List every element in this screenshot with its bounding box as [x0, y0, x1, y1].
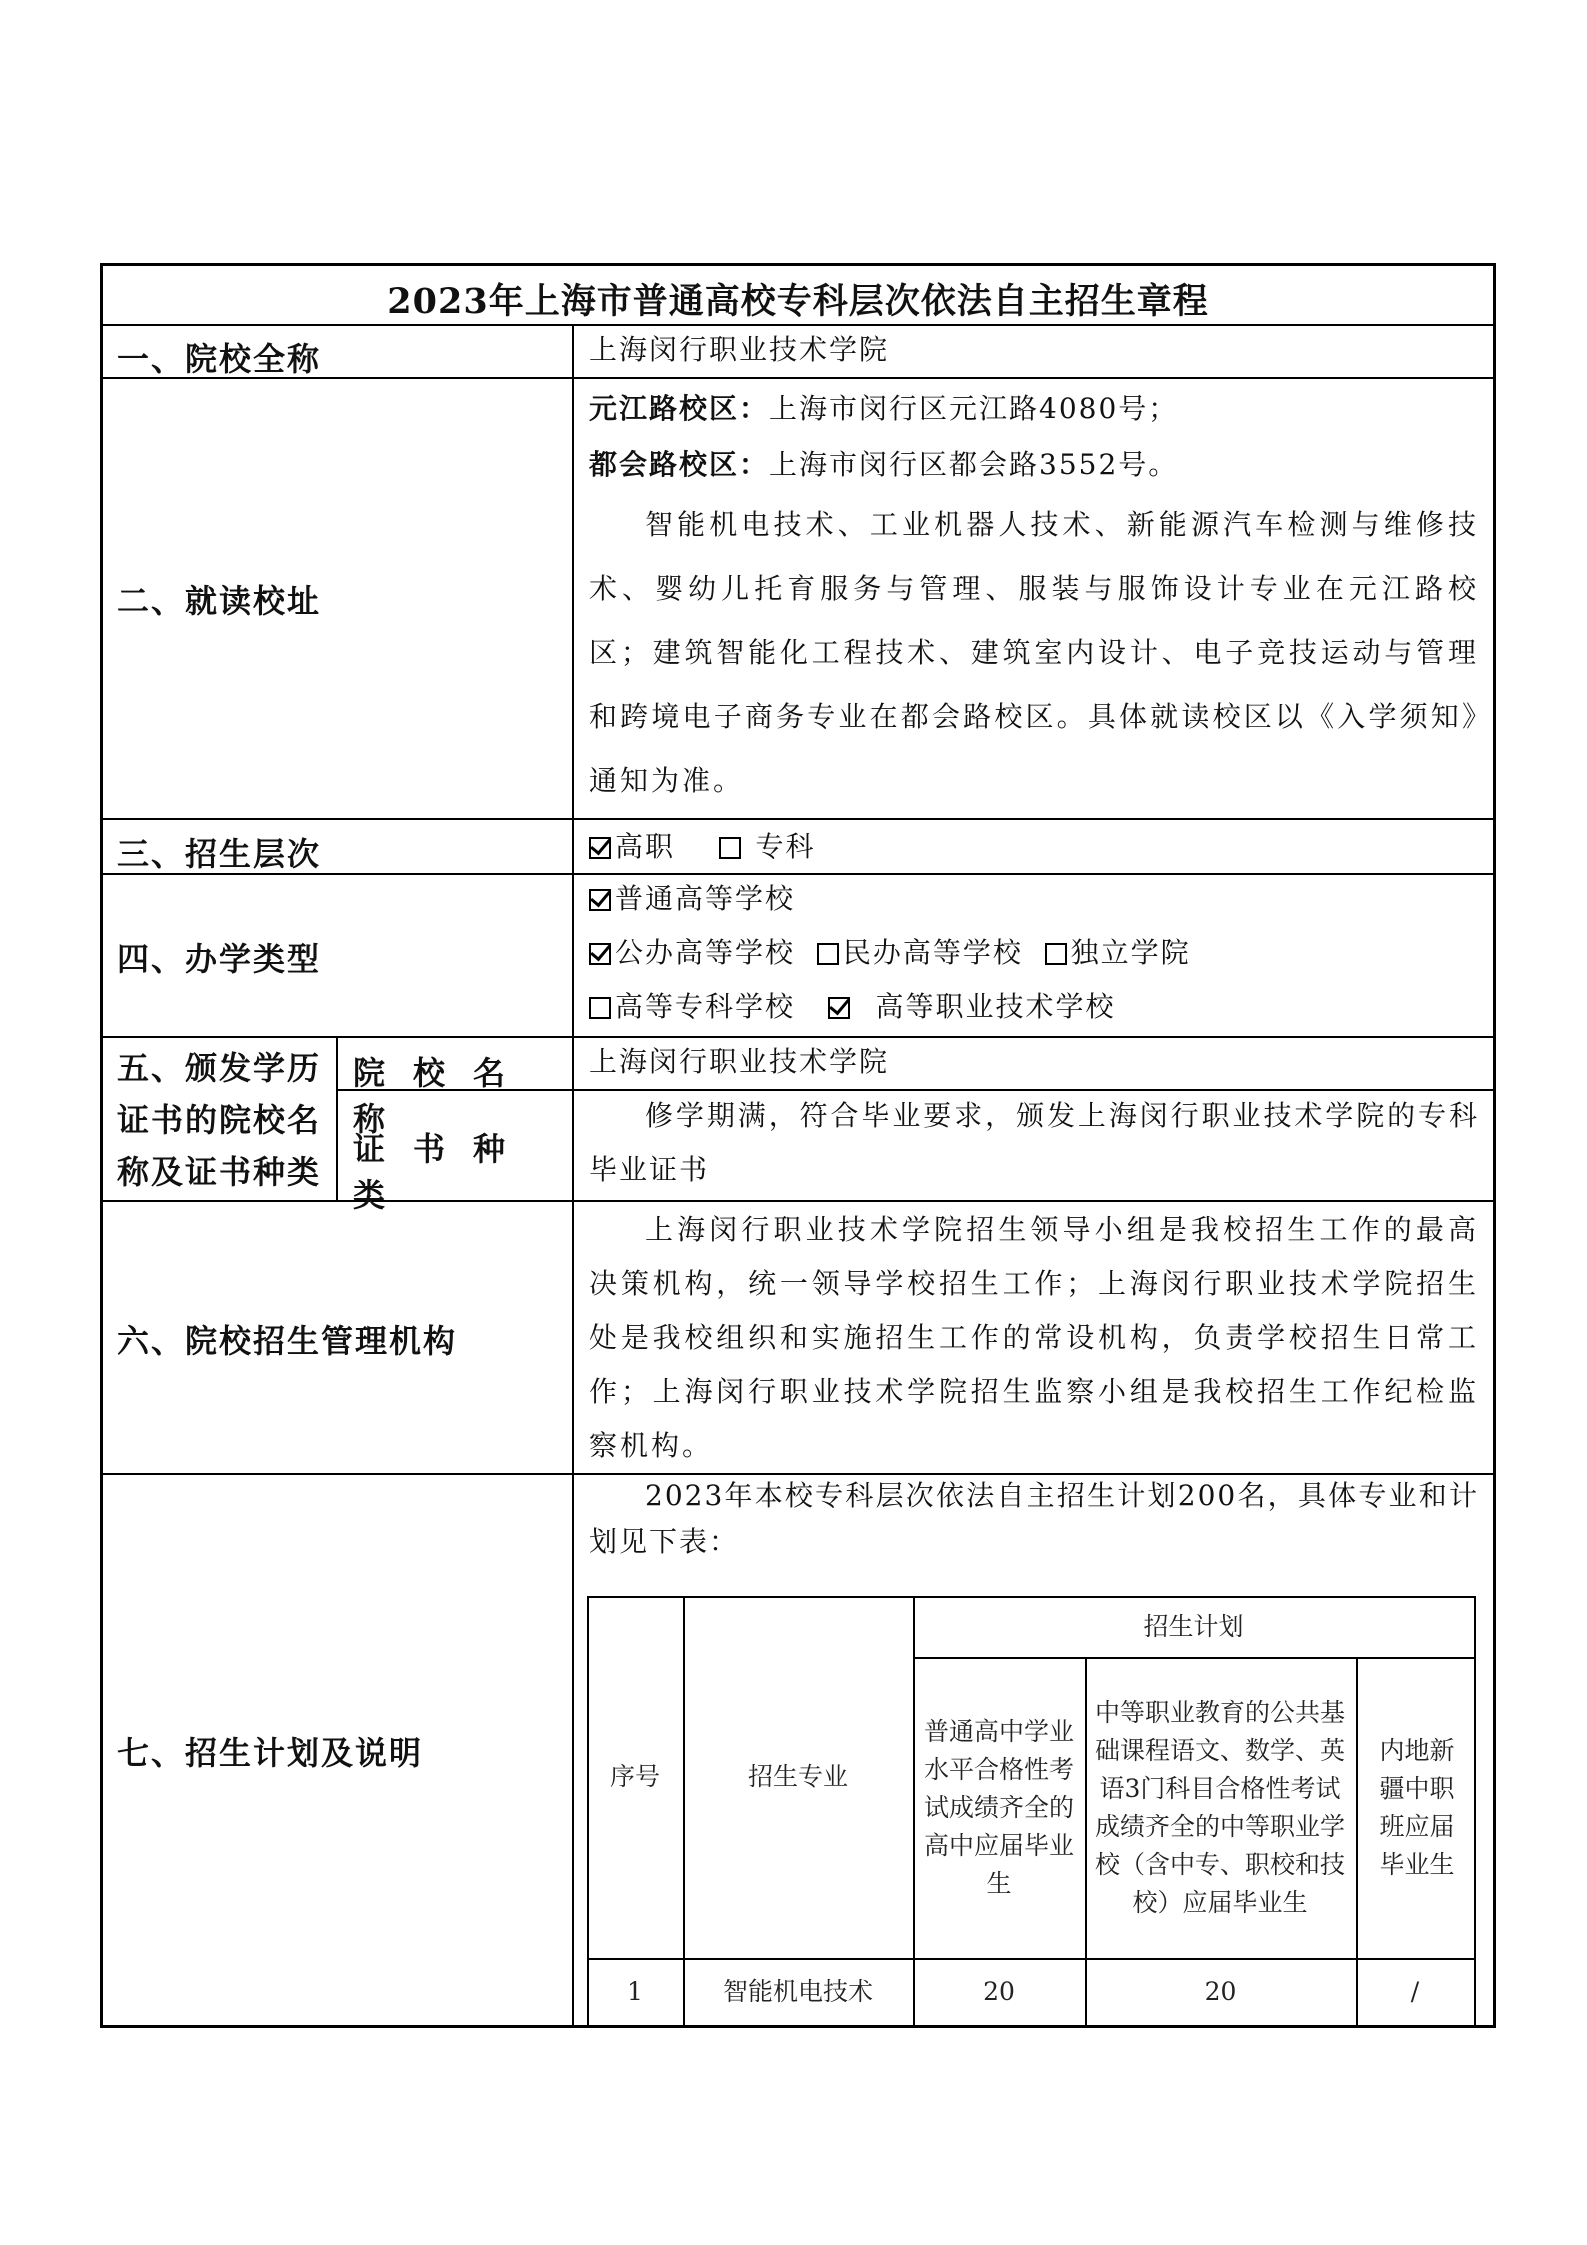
option-general-higher: 普通高等学校 — [615, 882, 796, 915]
document-title: 2023年上海市普通高校专科层次依法自主招生章程 — [387, 281, 1209, 322]
value-management: 上海闵行职业技术学院招生领导小组是我校招生工作的最高决策机构，统一领导学校招生工作；上海闵行职业技术学院招生处是我校组织和实施招生工作的常设机构，负责学校招生日常工作；上海闵行职业技术学院招生监察小组是我校招生工作纪检监察机构。 — [589, 1213, 1479, 1462]
campus2-line — [589, 437, 1479, 493]
campus-description: 智能机电技术、工业机器人技术、新能源汽车检测与维修技术、婴幼儿托育服务与管理、服装与服饰设计专业在元江路校区；建筑智能化工程技术、建筑室内设计、电子竞技运动与管理和跨境电子商务专业在都会路校区。具体就读校区以《入学须知》通知为准。 — [589, 508, 1479, 797]
plan-border-bottom — [587, 2025, 1476, 2027]
label-certificate-line3: 称及证书种类 — [117, 1153, 322, 1191]
label-certificate-line1: 五、颁发学历 — [117, 1049, 322, 1087]
header-major: 招生专业 — [747, 1762, 848, 1791]
option-junior-college: 高等专科学校 — [615, 990, 796, 1023]
checkbox-empty-icon — [1045, 943, 1067, 965]
column-divider — [572, 324, 574, 2028]
cell-b: 20 — [1204, 1976, 1237, 2006]
option-zhuanke: 专科 — [755, 830, 816, 863]
value-issuer-name: 上海闵行职业技术学院 — [589, 1045, 890, 1078]
value-school-name: 上海闵行职业技术学院 — [589, 333, 890, 366]
level-options — [589, 819, 816, 875]
type-line-2 — [589, 926, 1191, 980]
checkbox-empty-icon — [719, 837, 741, 859]
header-col-c: 内地新疆中职班应届毕业生 — [1379, 1735, 1455, 1879]
label-address: 二、就读校址 — [117, 582, 322, 620]
option-vocational: 高等职业技术学校 — [875, 990, 1116, 1023]
checkbox-checked-icon — [589, 889, 611, 911]
plan-intro: 2023年本校专科层次依法自主招生计划200名，具体专业和计划见下表： — [589, 1479, 1479, 1558]
label-cert-type — [353, 1124, 555, 1216]
campus1-name: 元江路校区： — [589, 392, 770, 425]
column-divider — [336, 1036, 338, 1200]
header-col-a: 普通高中学业水平合格性考试成绩齐全的高中应届毕业生 — [923, 1716, 1074, 1898]
checkbox-empty-icon — [817, 943, 839, 965]
header-col-b: 中等职业教育的公共基础课程语文、数学、英语3门科目合格性考试成绩齐全的中等职业学校（含中专、职校和技校）应届毕业生 — [1094, 1697, 1345, 1917]
cell-c: / — [1410, 1976, 1420, 2006]
cert-type-label: 证书种类 — [353, 1130, 534, 1214]
label-management: 六、院校招生管理机构 — [117, 1322, 458, 1360]
option-private: 民办高等学校 — [842, 936, 1023, 969]
plan-table — [587, 1596, 1476, 2027]
checkbox-checked-icon — [589, 837, 611, 859]
checkbox-checked-icon — [828, 997, 850, 1019]
header-seq: 序号 — [609, 1762, 660, 1791]
label-plan: 七、招生计划及说明 — [117, 1734, 424, 1772]
campus1-line — [589, 381, 1479, 437]
label-certificate-line2: 证书的院校名 — [117, 1101, 322, 1139]
option-public: 公办高等学校 — [615, 936, 796, 969]
address-block — [589, 381, 1479, 813]
label-certificate — [117, 1042, 321, 1198]
checkbox-empty-icon — [589, 997, 611, 1019]
option-gaozhi: 高职 — [615, 830, 676, 863]
issuer-name-label: 院校名称 — [353, 1054, 534, 1138]
row-divider — [103, 1200, 1493, 1202]
label-level: 三、招生层次 — [117, 835, 322, 873]
campus1-address: 上海市闵行区元江路4080号； — [769, 392, 1179, 425]
checkbox-checked-icon — [589, 943, 611, 965]
label-school-name: 一、院校全称 — [117, 340, 322, 378]
cell-seq: 1 — [627, 1976, 643, 2006]
option-independent: 独立学院 — [1070, 936, 1191, 969]
campus2-address: 上海市闵行区都会路3552号。 — [769, 448, 1179, 481]
cell-major: 智能机电技术 — [722, 1976, 873, 2006]
type-line-1 — [589, 872, 1191, 926]
cell-a: 20 — [983, 1976, 1015, 2006]
campus2-name: 都会路校区： — [589, 448, 770, 481]
plan-border-right — [1474, 1596, 1476, 2027]
label-school-type: 四、办学类型 — [117, 940, 322, 978]
header-plan-group: 招生计划 — [1143, 1611, 1244, 1641]
school-type-options — [589, 872, 1191, 1034]
type-line-3 — [589, 980, 1191, 1034]
value-cert-type: 修学期满，符合毕业要求，颁发上海闵行职业技术学院的专科毕业证书 — [589, 1099, 1479, 1186]
